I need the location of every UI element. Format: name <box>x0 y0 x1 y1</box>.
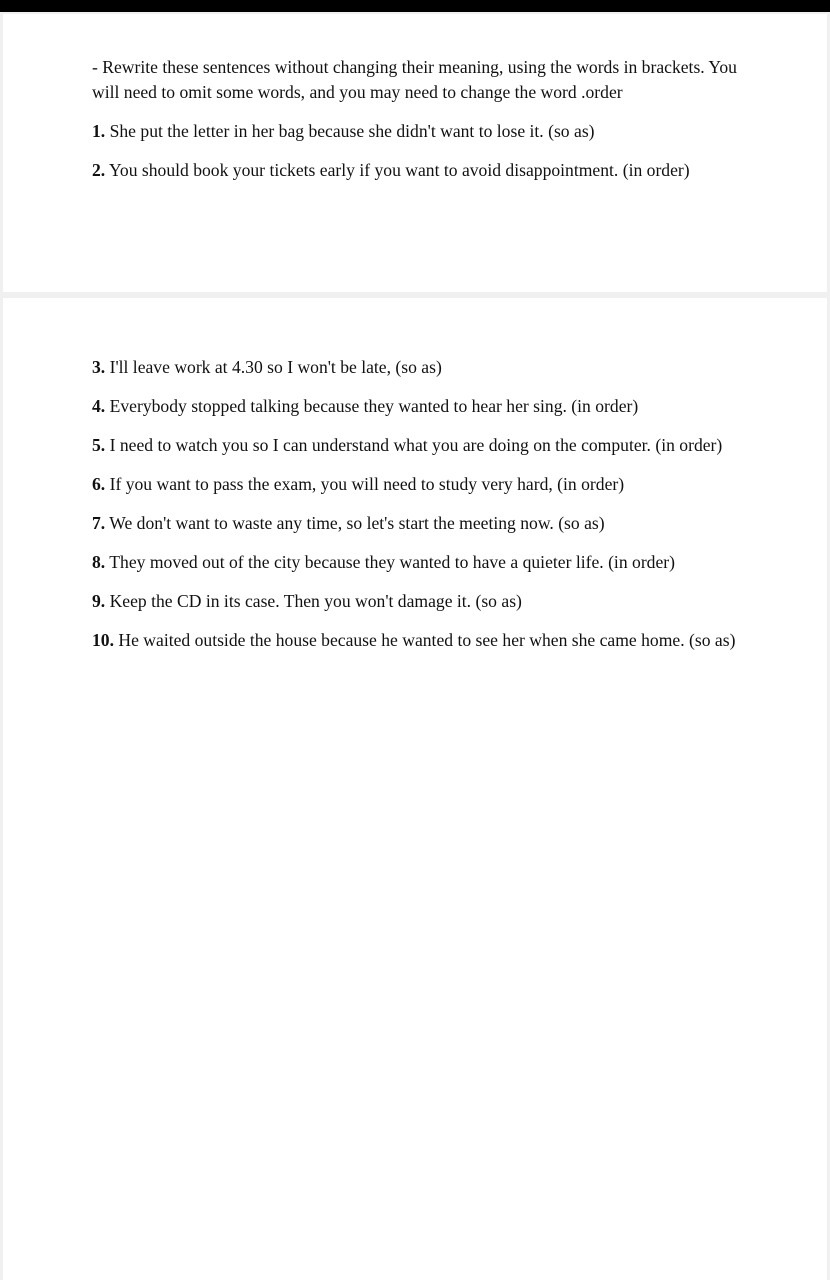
question-1 <box>92 119 752 144</box>
question-text: She put the letter in her bag because she didn't want to lose it. (so as) <box>105 121 595 141</box>
question-text: I need to watch you so I can understand what you are doing on the computer. (in order) <box>105 435 723 455</box>
question-number: 5. <box>92 435 106 455</box>
question-number: 8. <box>92 552 106 572</box>
question-number: 6. <box>92 474 106 494</box>
question-4 <box>92 394 752 419</box>
question-6 <box>92 472 752 497</box>
question-number: 10. <box>92 630 114 650</box>
question-text: You should book your tickets early if you want to avoid disappointment. (in order) <box>105 160 690 180</box>
question-9 <box>92 589 752 614</box>
question-10 <box>92 628 752 653</box>
top-bar <box>0 0 830 12</box>
page-1 <box>3 14 827 292</box>
question-2 <box>92 158 752 183</box>
question-7 <box>92 511 752 536</box>
question-5 <box>92 433 752 458</box>
question-text: If you want to pass the exam, you will need to study very hard, (in order) <box>105 474 625 494</box>
question-number: 1. <box>92 121 106 141</box>
question-text: I'll leave work at 4.30 so I won't be late, (so as) <box>105 357 442 377</box>
question-number: 4. <box>92 396 106 416</box>
question-text: They moved out of the city because they wanted to have a quieter life. (in order) <box>105 552 675 572</box>
question-text: Keep the CD in its case. Then you won't damage it. (so as) <box>105 591 522 611</box>
question-number: 2. <box>92 160 106 180</box>
exercise-text-continued <box>92 355 752 667</box>
question-text: He waited outside the house because he wanted to see her when she came home. (so as) <box>114 630 736 650</box>
page-2 <box>3 298 827 1280</box>
question-number: 9. <box>92 591 106 611</box>
instructions-text: - Rewrite these sentences without changing their meaning, using the words in brackets. You will need to omit some words, and you may need to change the word .order <box>92 57 737 102</box>
question-8 <box>92 550 752 575</box>
question-number: 7. <box>92 513 106 533</box>
exercise-text <box>92 55 752 197</box>
question-number: 3. <box>92 357 106 377</box>
question-text: Everybody stopped talking because they wanted to hear her sing. (in order) <box>105 396 639 416</box>
question-3 <box>92 355 752 380</box>
question-text: We don't want to waste any time, so let's start the meeting now. (so as) <box>105 513 605 533</box>
